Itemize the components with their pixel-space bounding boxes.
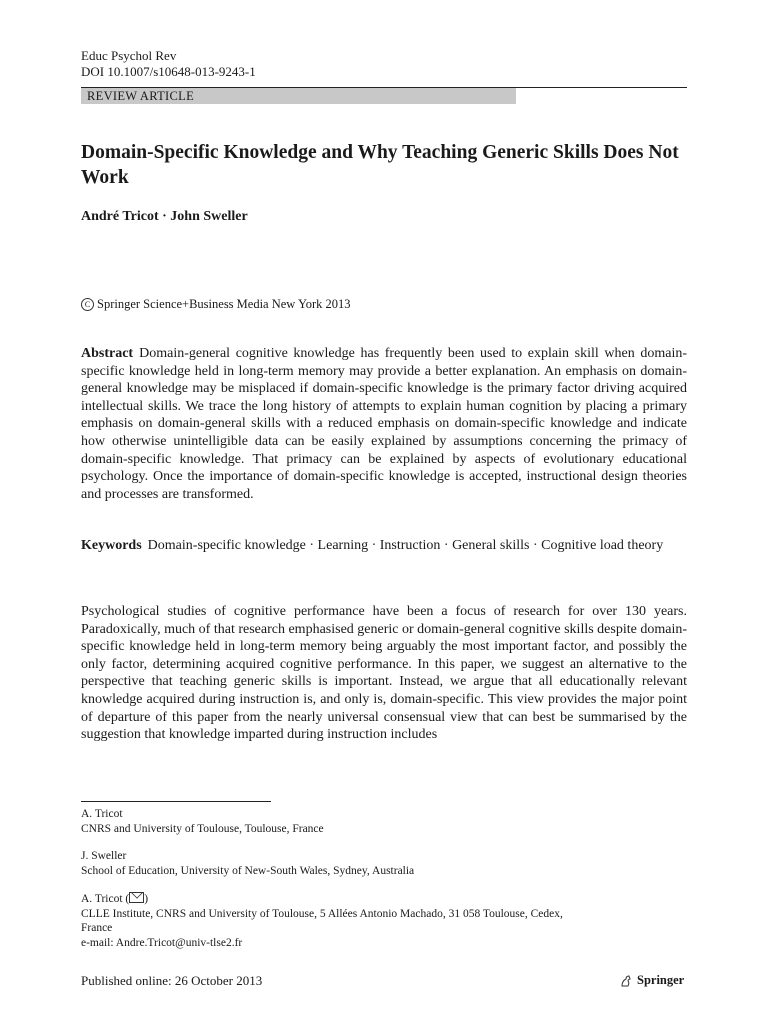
corresponding-affiliation-1: CLLE Institute, CNRS and University of Toulouse, 5 Allées Antonio Machado, 31 058 Toulouse, Cedex, [81,907,563,920]
body-paragraph: Psychological studies of cognitive performance have been a focus of research for over 130 years. Paradoxically, much of that research emphasised generic or domain-general cognitive skills despite domain-specific knowledge held in long-term memory being arguably the most important factor, and possibly the only factor, determining acquired cognitive performance. In this paper, we suggest an alternative to the perspective that teaching generic skills is important. Instead, we argue that all educationally relevant knowledge acquired during instruction is, and only is, domain-specific. This view provides the major point of departure of this paper from the nearly universal consensual view that can best be summarised by the suggestion that knowledge imparted during instruction includes [81,604,687,743]
article-type-bar: REVIEW ARTICLE [81,88,516,104]
author-1-affiliation: CNRS and University of Toulouse, Toulouse, France [81,822,324,835]
keywords [81,537,687,555]
authors: André Tricot · John Sweller [81,209,248,224]
doi[interactable]: DOI 10.1007/s10648-013-9243-1 [81,64,256,79]
copyright-text: Springer Science+Business Media New York 2013 [97,297,351,311]
paper-title: Domain-Specific Knowledge and Why Teaching Generic Skills Does Not Work [81,142,679,188]
footnote-author-1 [81,807,687,836]
publisher-logo [619,973,684,988]
footnote-rule [81,801,271,802]
envelope-icon [129,892,144,903]
corresponding-name: A. Tricot [81,893,123,905]
journal-header [81,48,256,80]
corresponding-affiliation-2: France [81,922,113,934]
abstract [81,345,687,503]
abstract-label: Abstract [81,346,134,361]
author-2-name: J. Sweller [81,850,127,862]
publisher-name: Springer [637,973,685,987]
copyright-icon: C [81,298,94,311]
published-date: Published online: 26 October 2013 [81,973,263,988]
footnote-author-2 [81,849,687,878]
abstract-text: Domain-general cognitive knowledge has frequently been used to explain skill when domain-specific knowledge held in long-term memory may provide a better explanation. An emphasis on domain-general knowledge may be misplaced if domain-specific knowledge is the primary factor driving acquired intellectual skills. We trace the long history of attempts to explain human cognition by placing a primary emphasis on domain-general skills with a reduced emphasis on domain-specific knowledge and indicate how otherwise unintelligible data can be easily explained by assumptions concerning the primacy of domain-specific knowledge. That primacy can be explained by aspects of evolutionary educational psychology. Once the importance of domain-specific knowledge is accepted, instructional design theories and processes are transformed. [81,346,687,502]
keywords-text: Domain-specific knowledge · Learning · Instruction · General skills · Cognitive load theory [147,538,664,553]
footnote-corresponding [81,892,687,950]
copyright-line [81,297,351,312]
author-2-affiliation: School of Education, University of New-South Wales, Sydney, Australia [81,864,415,877]
journal-name: Educ Psychol Rev [81,48,177,63]
springer-horse-icon [619,974,633,988]
keywords-label: Keywords [81,538,142,553]
corresponding-name-line: A. Tricot ( ) [81,893,149,905]
corresponding-email[interactable]: e-mail: Andre.Tricot@univ-tlse2.fr [81,936,243,949]
author-1-name: A. Tricot [81,808,123,820]
